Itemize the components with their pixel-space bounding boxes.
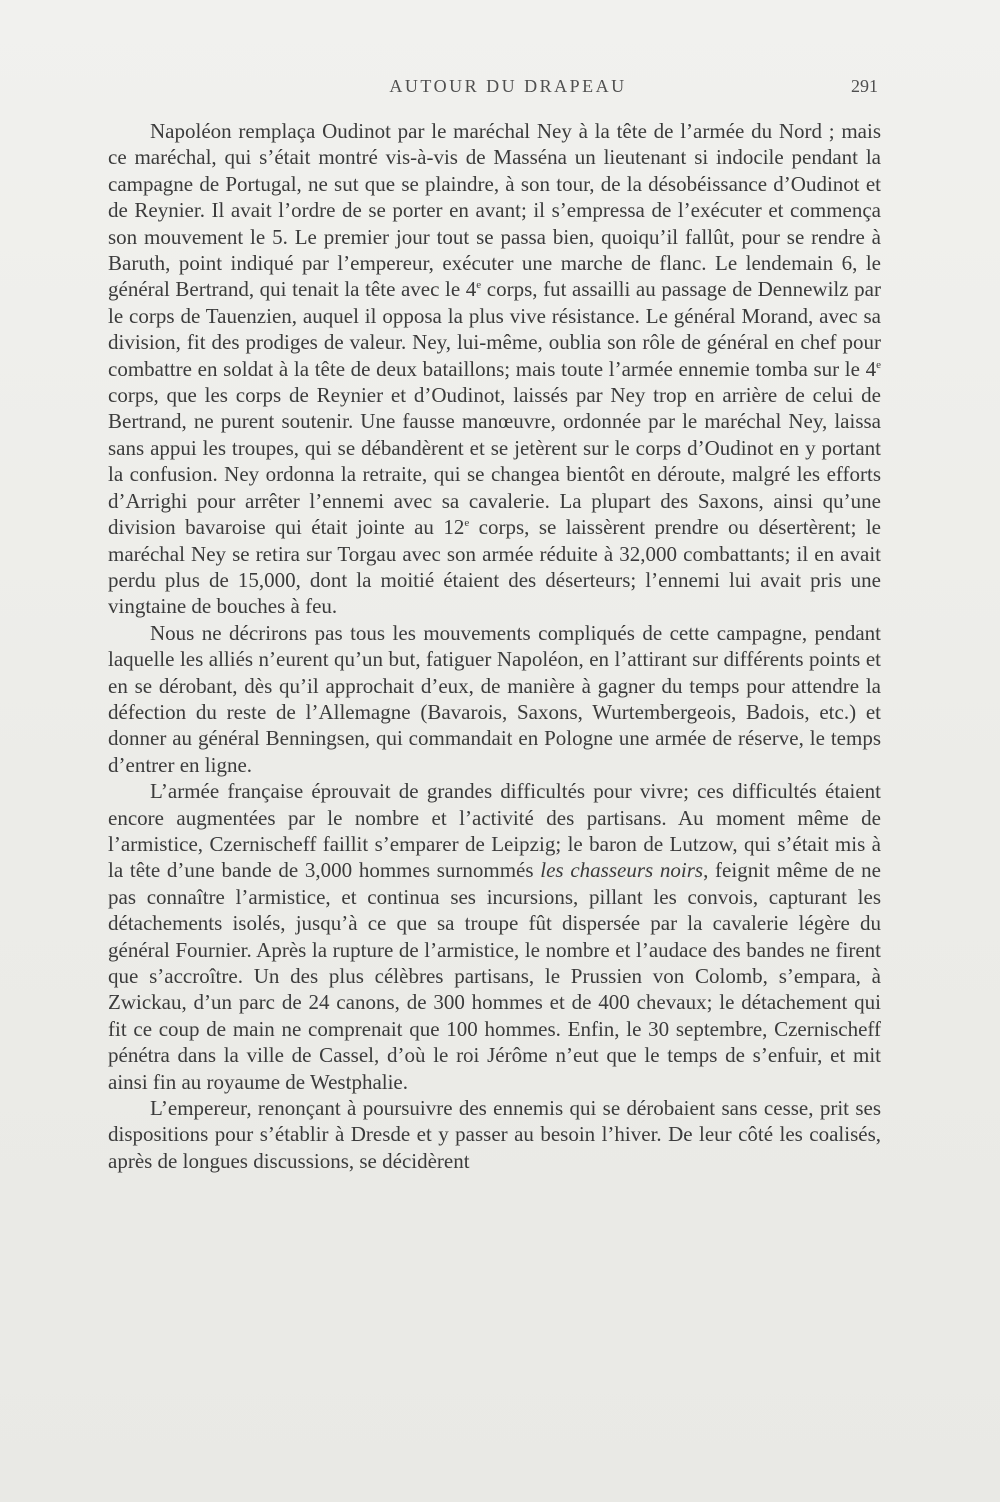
running-title: AUTOUR DU DRAPEAU <box>389 76 627 96</box>
paragraph-1 <box>108 118 881 620</box>
text-run: corps, fut assailli au passage de Dennewilz par le corps de Tauenzien, auquel il opposa la plus vive résistance. Le général Morand, avec sa division, fit des prodiges de valeur. Ney, lui-même, oublia son rôle de général en chef pour combattre en soldat à la tête de deux bataillons; mais toute l’armée ennemie tomba sur le 4 <box>108 277 881 381</box>
text-run: Napoléon remplaça Oudinot par le maréchal Ney à la tête de l’armée du Nord ; mais ce maréchal, qui s’était montré vis-à-vis de Masséna un lieutenant si indocile pendant la campagne de Portugal, ne sut que se plaindre, à son tour, de la désobéissance d’Oudinot et de Reynier. Il avait l’ordre de se porter en avant; il s’empressa de l’exécuter et commença son mouvement le 5. Le premier jour tout se passa bien, quoiqu’il fallût, pour se rendre à Baruth, point indiqué par l’empereur, exécuter une marche de flanc. Le lendemain 6, le général Bertrand, qui tenait la tête avec le 4 <box>108 119 881 302</box>
text-run: L’empereur, renonçant à poursuivre des ennemis qui se dérobaient sans cesse, prit ses dispositions pour s’établir à Dresde et y passer au besoin l’hiver. De leur côté les coalisés, après de longues discussions, se décidèrent <box>108 1096 881 1173</box>
superscript: e <box>476 279 482 292</box>
superscript: e <box>876 358 881 371</box>
body-text <box>108 118 881 1174</box>
superscript: e <box>464 517 470 530</box>
italic-text: les chasseurs noirs <box>540 858 704 883</box>
text-run: L’armée française éprouvait de grandes difficultés pour vivre; ces difficultés étaient encore augmentées par le nombre et l’activité des partisans. Au moment même de l’armistice, Czernischeff faillit s’emparer de Leipzig; le baron de Lutzow, qui s’était mis à la tête d’une bande de 3,000 hommes surnommés <box>108 779 881 883</box>
text-run: corps, se laissèrent prendre ou désertèrent; le maréchal Ney se retira sur Torgau avec son armée réduite à 32,000 combattants; il en avait perdu plus de 15,000, dont la moitié étaient des déserteurs; l’ennemi lui avait pris une vingtaine de bouches à feu. <box>108 515 881 619</box>
paragraph-3 <box>108 778 881 1095</box>
running-head <box>108 76 878 100</box>
text-run: corps, que les corps de Reynier et d’Oudinot, laissés par Ney trop en arrière de celui de Bertrand, ne purent soutenir. Une fausse manœuvre, ordonnée par le maréchal Ney, laissa sans appui les troupes, qui se débandèrent et se jetèrent sur le corps d’Oudinot en y portant la confusion. Ney ordonna la retraite, qui se changea bientôt en déroute, malgré les efforts d’Arrighi pour arrêter l’ennemi avec sa cavalerie. La plupart des Saxons, ainsi qu’une division bavaroise qui était jointe au 12 <box>108 383 881 540</box>
page-number: 291 <box>851 76 878 96</box>
text-run: Nous ne décrirons pas tous les mouvements compliqués de cette campagne, pendant laquelle les alliés n’eurent qu’un but, fatiguer Napoléon, en l’attirant sur différents points et en se dérobant, dès qu’il approchait d’eux, de manière à gagner du temps pour attendre la défection du reste de l’Allemagne (Bavarois, Saxons, Wurtembergeois, Badois, etc.) et donner au général Benningsen, qui commandait en Pologne une armée de réserve, le temps d’entrer en ligne. <box>108 620 881 777</box>
paragraph-4 <box>108 1095 881 1174</box>
paragraph-2 <box>108 620 881 778</box>
text-run: , feignit même de ne pas connaître l’armistice, et continua ses incursions, pillant les convois, capturant les détachements isolés, jusqu’à ce que sa troupe fût dispersée par la cavalerie légère du général Fournier. Après la rupture de l’armistice, le nombre et l’audace des bandes ne firent que s’accroître. Un des plus célèbres partisans, le Prussien von Colomb, s’empara, à Zwickau, d’un parc de 24 canons, de 300 hommes et de 400 chevaux; le détachement qui fit ce coup de main ne comprenait que 100 hommes. Enfin, le 30 septembre, Czernischeff pénétra dans la ville de Cassel, d’où le roi Jérôme n’eut que le temps de s’enfuir, et mit ainsi fin au royaume de Westphalie. <box>108 858 881 1094</box>
